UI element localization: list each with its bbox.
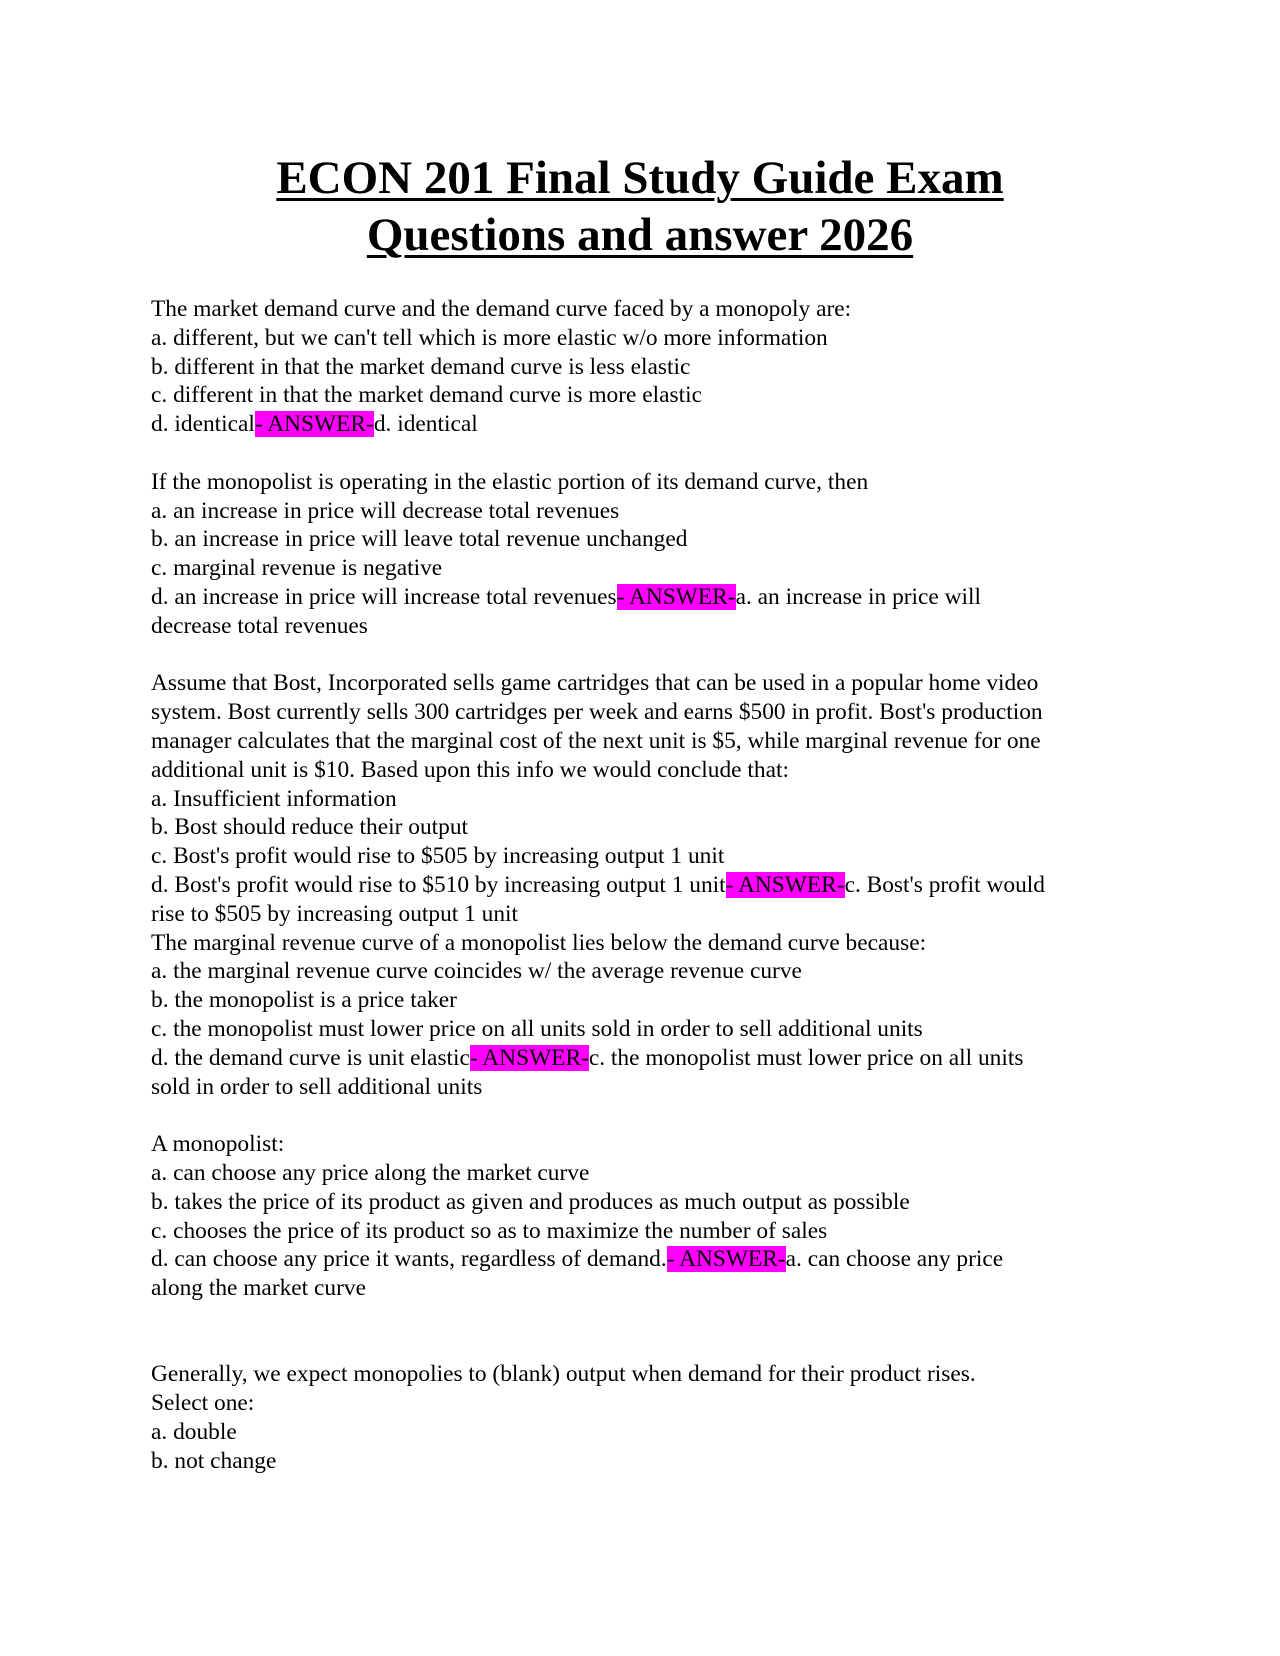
question-block-4 bbox=[151, 929, 1161, 1102]
spacer bbox=[151, 641, 1161, 670]
option-b: b. different in that the market demand curve is less elastic bbox=[151, 353, 691, 380]
question-text: The market demand curve and the demand curve faced by a monopoly are: bbox=[151, 296, 852, 322]
option-a: a. an increase in price will decrease total revenues bbox=[151, 497, 620, 524]
question-block-1 bbox=[151, 295, 1161, 439]
answer-text: c. the monopolist must lower price on all units bbox=[588, 1044, 1024, 1071]
option-d: d. identical bbox=[151, 411, 255, 438]
question-text: Assume that Bost, Incorporated sells game cartridges that can be used in a popular home video bbox=[151, 670, 1039, 697]
question-text: manager calculates that the marginal cost of the next unit is $5, while marginal revenue for one bbox=[151, 727, 1041, 754]
spacer bbox=[151, 1101, 1161, 1130]
question-block-6 bbox=[151, 1360, 1161, 1475]
spacer bbox=[151, 1303, 1161, 1361]
question-text: system. Bost currently sells 300 cartridges per week and earns $500 in profit. Bost's production bbox=[151, 699, 1043, 726]
question-block-5 bbox=[151, 1130, 1161, 1303]
option-c: c. different in that the market demand curve is more elastic bbox=[151, 382, 702, 409]
answer-text-continued: decrease total revenues bbox=[151, 612, 368, 639]
answer-text: a. an increase in price will bbox=[735, 583, 982, 610]
answer-text: d. identical bbox=[373, 411, 478, 438]
answer-marker: - ANSWER- bbox=[616, 583, 736, 610]
option-c: c. Bost's profit would rise to $505 by increasing output 1 unit bbox=[151, 843, 725, 870]
answer-marker: - ANSWER- bbox=[469, 1044, 589, 1071]
question-text: The marginal revenue curve of a monopolist lies below the demand curve because: bbox=[151, 929, 927, 956]
answer-text-continued: sold in order to sell additional units bbox=[151, 1073, 483, 1100]
option-d-with-answer bbox=[151, 871, 1161, 900]
answer-marker: - ANSWER- bbox=[725, 871, 845, 898]
option-b: b. Bost should reduce their output bbox=[151, 814, 469, 841]
option-d: d. an increase in price will increase total revenues bbox=[151, 583, 617, 610]
option-a: a. Insufficient information bbox=[151, 785, 397, 812]
option-d-with-answer bbox=[151, 410, 1161, 439]
option-d: d. can choose any price it wants, regardless of demand. bbox=[151, 1246, 667, 1273]
title-line-1: ECON 201 Final Study Guide Exam bbox=[276, 152, 1004, 204]
question-text: additional unit is $10. Based upon this info we would conclude that: bbox=[151, 756, 789, 783]
option-b: b. takes the price of its product as given and produces as much output as possible bbox=[151, 1188, 910, 1215]
option-d-with-answer bbox=[151, 1044, 1161, 1073]
spacer bbox=[151, 439, 1161, 468]
answer-text-continued: along the market curve bbox=[151, 1275, 366, 1302]
question-text: A monopolist: bbox=[151, 1131, 285, 1158]
document-title bbox=[0, 150, 1280, 264]
answer-marker: - ANSWER- bbox=[254, 411, 374, 438]
question-text: Generally, we expect monopolies to (blank) output when demand for their product rises. bbox=[151, 1361, 976, 1388]
option-c: c. chooses the price of its product so as to maximize the number of sales bbox=[151, 1217, 828, 1244]
answer-text-continued: rise to $505 by increasing output 1 unit bbox=[151, 900, 519, 927]
document-body bbox=[151, 295, 1161, 1476]
question-text: If the monopolist is operating in the elastic portion of its demand curve, then bbox=[151, 468, 869, 495]
question-block-2 bbox=[151, 468, 1161, 641]
answer-text: a. can choose any price bbox=[785, 1246, 1004, 1273]
option-d-with-answer bbox=[151, 583, 1161, 612]
option-a: a. different, but we can't tell which is more elastic w/o more information bbox=[151, 324, 828, 351]
option-d: d. the demand curve is unit elastic bbox=[151, 1044, 470, 1071]
select-prompt: Select one: bbox=[151, 1390, 255, 1417]
option-c: c. marginal revenue is negative bbox=[151, 555, 443, 582]
option-a: a. double bbox=[151, 1419, 237, 1446]
option-b: b. an increase in price will leave total revenue unchanged bbox=[151, 526, 688, 553]
option-a: a. can choose any price along the market curve bbox=[151, 1159, 590, 1186]
answer-text: c. Bost's profit would bbox=[844, 871, 1045, 898]
option-d: d. Bost's profit would rise to $510 by increasing output 1 unit bbox=[151, 871, 726, 898]
answer-marker: - ANSWER- bbox=[666, 1246, 786, 1273]
option-b: b. not change bbox=[151, 1447, 277, 1474]
option-d-with-answer bbox=[151, 1245, 1161, 1274]
option-c: c. the monopolist must lower price on all units sold in order to sell additional units bbox=[151, 1015, 923, 1042]
option-a: a. the marginal revenue curve coincides w/ the average revenue curve bbox=[151, 958, 802, 985]
question-block-3 bbox=[151, 669, 1161, 928]
option-b: b. the monopolist is a price taker bbox=[151, 987, 457, 1014]
title-line-2: Questions and answer 2026 bbox=[366, 209, 914, 261]
